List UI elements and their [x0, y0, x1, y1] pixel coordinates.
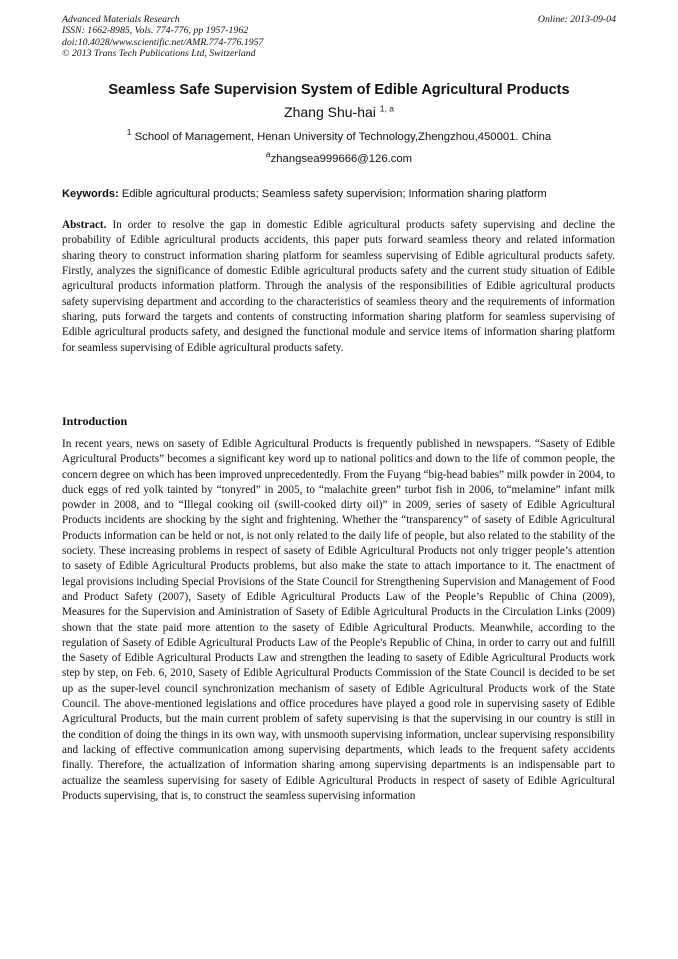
- abstract-text: In order to resolve the gap in domestic Edible agricultural products safety supervising and decline the probability of Edible agricultural products accidents, this paper puts forward seamless theory and related information sharing theory to construct information sharing platform for seamless supervising of Edible agricultural products safety. Firstly, analyzes the significance of domestic Edible agricultural products safety and the current study situation of Edible agricultural products information platform. Through the analysis of the responsibilities of Edible agricultural products safety supervising department and according to the characteristics of seamless theory and the requirements of information sharing, puts forward the targets and contents of constructing information sharing platform for seamless supervising of Edible agricultural products safety, and designed the functional module and service items of information sharing platform for seamless supervising of Edible agricultural products safety.: [62, 219, 615, 354]
- email-address[interactable]: zhangsea999666@126.com: [270, 153, 413, 165]
- author-name: Zhang Shu-hai: [284, 104, 376, 120]
- journal-issn: ISSN: 1662-8985, Vols. 774-776, pp 1957-1962: [62, 25, 249, 37]
- journal-copyright: © 2013 Trans Tech Publications Ltd, Switzerland: [62, 47, 256, 59]
- keywords-label: Keywords:: [62, 188, 119, 200]
- email-superscript: a: [265, 149, 271, 160]
- journal-header: [62, 14, 616, 59]
- abstract-paragraph: [62, 218, 615, 356]
- author-superscript: 1, a: [379, 103, 394, 114]
- online-date: Online: 2013-09-04: [537, 14, 616, 25]
- introduction-paragraph: In recent years, news on sasety of Edible Agricultural Products is frequently published in newspapers. “Sasety of Edible Agricultural Products” becomes a significant key word up to national politics and down to the life of common people, the concern degree on which has been improved unprecedentedly. From the Fuyang “big-head babies” milk powder in 2004, to duck eggs of red yolk tainted by “tonyred” in 2005, to “malachite green” turbot fish in 2006, to“melamine” infant milk powder in 2008, and to “Illegal cooking oil (swill-cooked dirty oil)” in 2009, series of sasety of Edible Agricultural Products incidents are shocking by the sight and frightening. Whether the “transparency” of sasety of Edible Agricultural Products information can be held or not, is not only related to the daily life of people, but also related to the stability of the society. These increasing problems in respect of sasety of Edible Agricultural Products not only trigger people’s attention to sasety of Edible Agricultural Products problems, but also make the state to attach importance to it. The enactment of legal provisions including Special Provisions of the State Council for Strengthening Supervision and Management of Food and Product Safety (2007), Sasety of Edible Agricultural Products Law of the People’s Republic of China (2009), Measures for the Supervision and Aministration of Sasety of Edible Agricultural Products in the Circulation Links (2009) shown that the state paid more attention to the sasety of Edible Agricultural Products. Meanwhile, according to the regulation of Sasety of Edible Agricultural Products Law of the People's Republic of China, in order to carry out and fulfill the Sasety of Edible Agricultural Products Law and strengthen the leading to sasety of Edible Agricultural Products work step by step, on Feb. 6, 2010, Sasety of Edible Agricultural Products Commission of the State Council is decided to be set up as the super-level council synchronization mechanism of sasety of Edible Agricultural Products work of the State Council. The above-mentioned legislations and office procedures have played a good role in supervising sasety of Edible Agricultural Products, but the main current problem of safety supervising is that the supervising in our country is still in the condition of doing the things in its own way, with unsmooth supervising information, unclear supervising responsibility and lacking of effective communication among supervising departments, which leads to the frequent safety accidents finally. Therefore, the actualization of information sharing among supervising departments is an indispensable part to actualize the seamless supervising for sasety of Edible Agricultural Products in respect of sasety of Edible Agricultural Products supervising, that is, to construct the seamless supervising information: [62, 438, 615, 802]
- abstract-label: Abstract.: [62, 219, 107, 231]
- author-line: [62, 104, 616, 120]
- journal-doi: doi:10.4028/www.scientific.net/AMR.774-776.1957: [62, 36, 264, 48]
- affiliation-text: School of Management, Henan University of Technology,Zhengzhou,450001. China: [134, 131, 552, 143]
- keywords-line: [62, 188, 622, 200]
- keywords-text: Edible agricultural products; Seamless safety supervision; Information sharing platform: [121, 188, 547, 200]
- affiliation-line: [62, 127, 616, 143]
- affiliation-superscript: 1: [126, 127, 132, 138]
- journal-name: Advanced Materials Research: [62, 14, 180, 25]
- email-line: [62, 149, 616, 165]
- introduction-heading: Introduction: [62, 414, 128, 428]
- paper-title: Seamless Safe Supervision System of Edible Agricultural Products: [108, 82, 570, 98]
